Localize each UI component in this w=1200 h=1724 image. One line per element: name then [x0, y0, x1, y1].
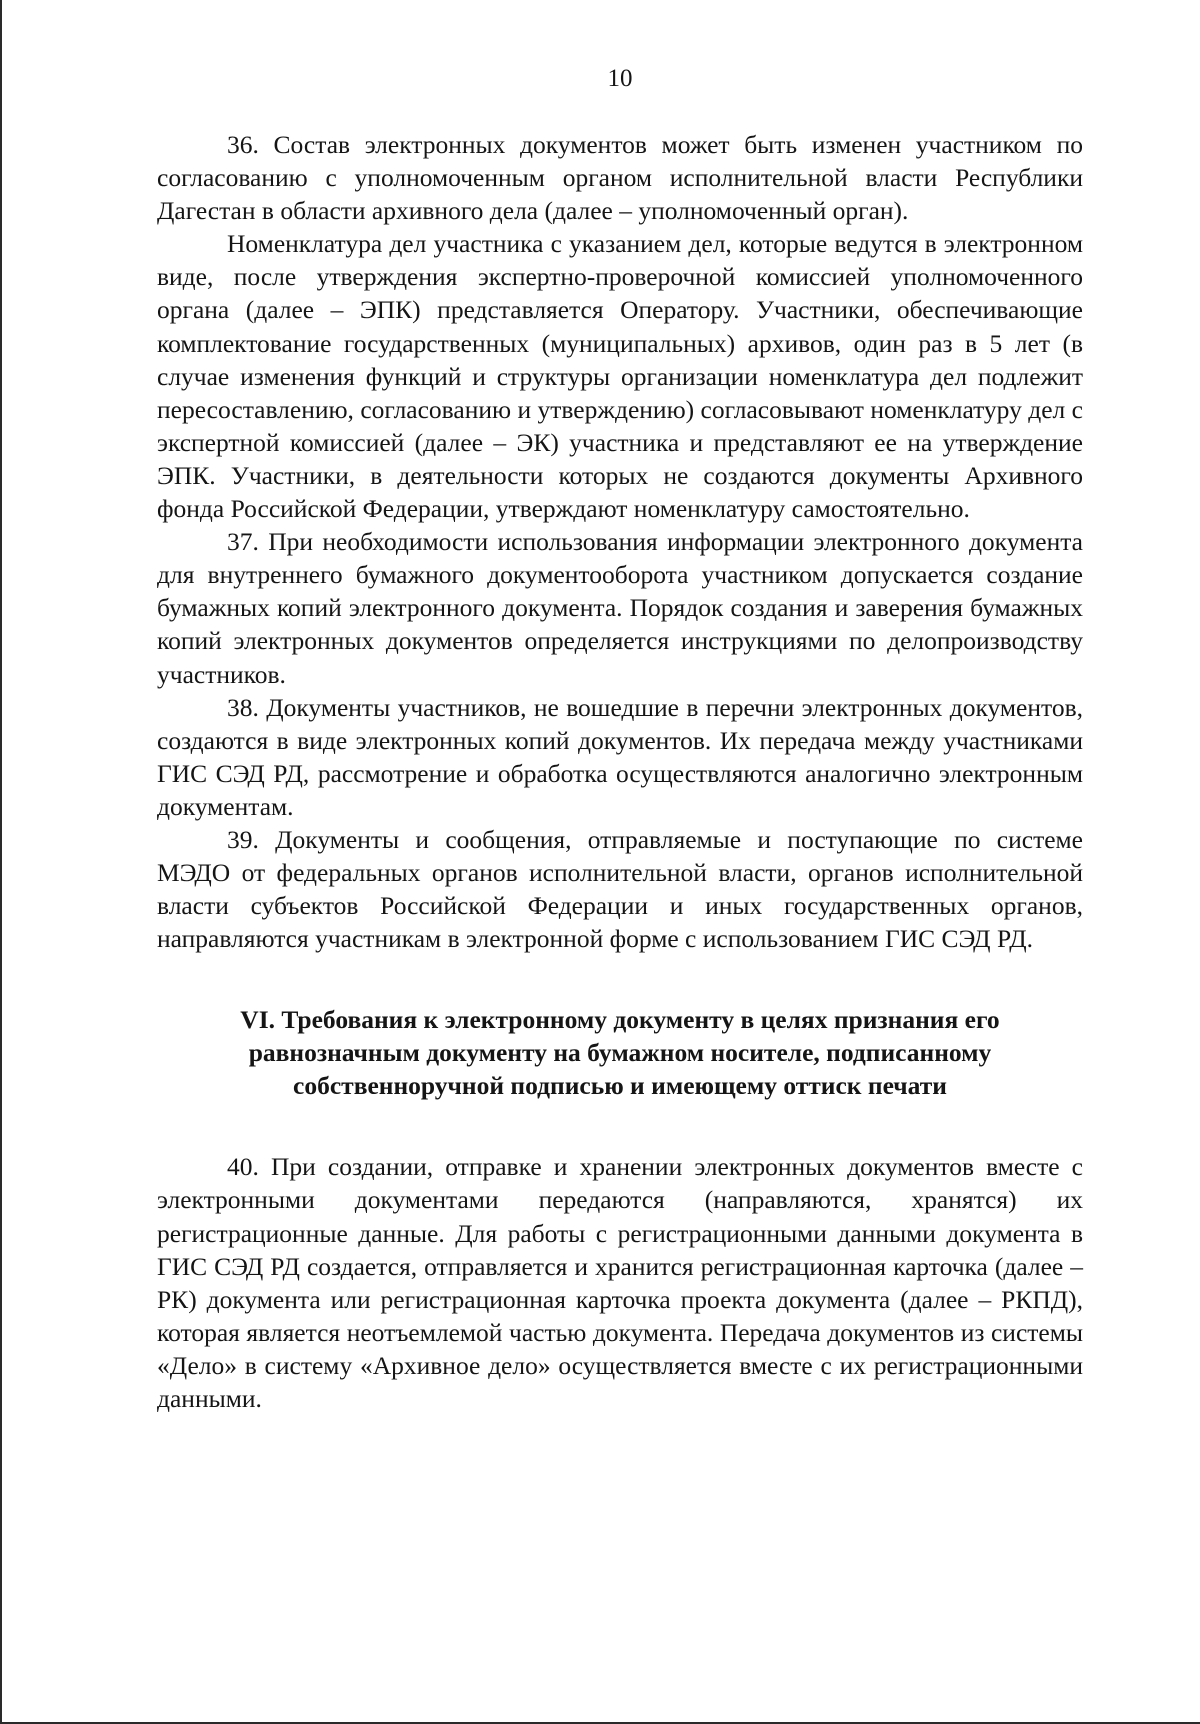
- paragraph-39: 39. Документы и сообщения, отправляемые и поступающие по системе МЭДО от федеральных органов исполнительной власти, органов исполнительной власти субъектов Российской Федерации и иных государственных органов, направляются участникам в электронной форме с использованием ГИС СЭД РД.: [157, 824, 1083, 954]
- scan-left-edge: [0, 0, 2, 1724]
- paragraph-37: 37. При необходимости использования информации электронного документа для внутреннего бумажного документооборота участником допускается создание бумажных копий электронного документа. Порядок создания и заверения бумажных копий электронных документов определяется инструкциями по делопроизводству участников.: [157, 527, 1083, 689]
- paragraph-40: 40. При создании, отправке и хранении электронных документов вместе с электронными документами передаются (направляются, хранятся) их регистрационные данные. Для работы с регистрационными данными документа в ГИС СЭД РД создается, отправляется и хранится регистрационная карточка (далее – РК) документа или регистрационная карточка проекта документа (далее – РКПД), которая является неотъемлемой частью документа. Передача документов из системы «Дело» в систему «Архивное дело» осуществляется вместе с их регистрационными данными.: [157, 1152, 1083, 1413]
- paragraph-nomenclature: Номенклатура дел участника с указанием дел, которые ведутся в электронном виде, после утверждения экспертно-проверочной комиссией уполномоченного органа (далее – ЭПК) представляется Оператору. Участники, обеспечивающие комплектование государственных (муниципальных) архивов, один раз в 5 лет (в случае изменения функций и структуры организации номенклатура дел подлежит пересоставлению, согласованию и утверждению) согласовывают номенклатуру дел с экспертной комиссией (далее – ЭК) участника и представляют ее на утверждение ЭПК. Участники, в деятельности которых не создаются документы Архивного фонда Российской Федерации, утверждают номенклатуру самостоятельно.: [157, 229, 1083, 524]
- paragraph-38: 38. Документы участников, не вошедшие в перечни электронных документов, создаются в виде электронных копий документов. Их передача между участниками ГИС СЭД РД, рассмотрение и обработка осуществляются аналогично электронным документам.: [157, 692, 1083, 821]
- section-heading: VI. Требования к электронному документу в целях признания его равнозначным документу на бумажном носителе, подписанному собственноручной подписью и имеющему оттиск печати: [240, 1005, 1000, 1101]
- page-number: 10: [607, 65, 633, 92]
- document-body: [157, 128, 1083, 1415]
- paragraph-36: 36. Состав электронных документов может быть изменен участником по согласованию с уполномоченным органом исполнительной власти Республики Дагестан в области архивного дела (далее – уполномоченный орган).: [157, 130, 1083, 226]
